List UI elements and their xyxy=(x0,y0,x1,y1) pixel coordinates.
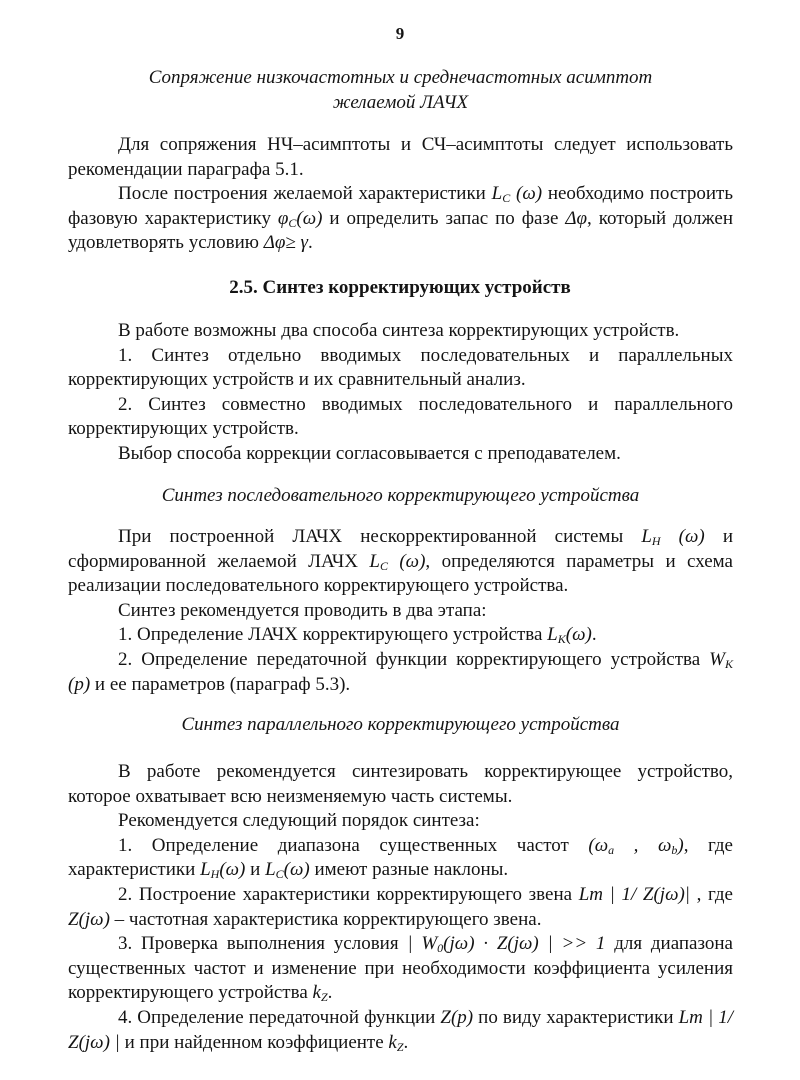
paragraph: 1. Определение диапазона существенных частот ($\omega_a$ , $\omega_b$), где характеристики $L_H(\omega)$ и $L_C(\omega)$ имеют разные наклоны. xyxy=(68,834,733,882)
paragraph: 4. Определение передаточной функции Z(p) по виду характеристики Lm | 1/ Z(jω) | и при найденном коэффициенте $k_Z$. xyxy=(68,1006,733,1054)
subsection-title-serial: Синтез последовательного корректирующего устройства xyxy=(161,485,640,506)
section-1-body xyxy=(68,133,733,256)
section-4-body xyxy=(68,760,733,1055)
paragraph: 1. Определение ЛАЧХ корректирующего устройства $L_K(\omega)$. xyxy=(118,624,597,647)
subsection-title-parallel: Синтез параллельного корректирующего устройства xyxy=(181,714,620,735)
subsection-title-line-2: желаемой ЛАЧХ xyxy=(332,91,469,113)
paragraph: 1. Синтез отдельно вводимых последовательных и параллельных корректирующих устройств и их сравнительный анализ. xyxy=(68,344,733,391)
paragraph: Для сопряжения НЧ–асимптоты и СЧ–асимптоты следует использовать рекомендации параграфа 5.1. xyxy=(68,134,733,180)
paragraph: В работе возможны два способа синтеза корректирующих устройств. xyxy=(118,320,680,341)
paragraph: Рекомендуется следующий порядок синтеза: xyxy=(118,810,480,832)
paragraph: Синтез рекомендуется проводить в два этапа: xyxy=(118,599,487,621)
section-heading: 2.5. Синтез корректирующих устройств xyxy=(229,277,571,298)
paragraph: После построения желаемой характеристики $L_C$ (ω) необходимо построить фазовую характеристику $\varphi_C(\omega)$ и определить запас по фазе Δφ, который должен удовлетворять условию Δφ≥ γ. xyxy=(68,183,733,254)
paragraph: 2. Определение передаточной функции корректирующего устройства $W_K$ (p) и ее параметров (параграф 5.3). xyxy=(68,648,733,695)
subsection-title-line-1: Сопряжение низкочастотных и среднечастотных асимптот xyxy=(148,67,653,88)
paragraph: Выбор способа коррекции согласовывается с преподавателем. xyxy=(118,442,621,464)
paragraph: 2. Синтез совместно вводимых последовательного и параллельного корректирующих устройств. xyxy=(68,393,733,440)
paragraph: 3. Проверка выполнения условия | $W_0(j\omega) \cdot Z(j\omega)$ | >> 1 для диапазона существенных частот и изменение при необходимости коэффициента усиления корректирующего устройства $k_Z$. xyxy=(68,933,733,1005)
page-number: 9 xyxy=(395,24,405,43)
paragraph: 2. Построение характеристики корректирующего звена Lm | 1/ Z(jω)| , где Z(jω) – частотная характеристика корректирующего звена. xyxy=(68,883,733,930)
paragraph: В работе рекомендуется синтезировать корректирующее устройство, которое охватывает всю неизменяемую часть системы. xyxy=(68,761,733,807)
paragraph: При построенной ЛАЧХ нескорректированной системы $L_H$ (ω) и сформированной желаемой ЛАЧХ $L_C$ (ω), определяются параметры и схема реализации последовательного корректирующего устройства. xyxy=(68,526,733,597)
section-3-body xyxy=(68,525,733,697)
subsection-title-asymptotes xyxy=(68,66,733,115)
section-2-body xyxy=(68,319,733,467)
